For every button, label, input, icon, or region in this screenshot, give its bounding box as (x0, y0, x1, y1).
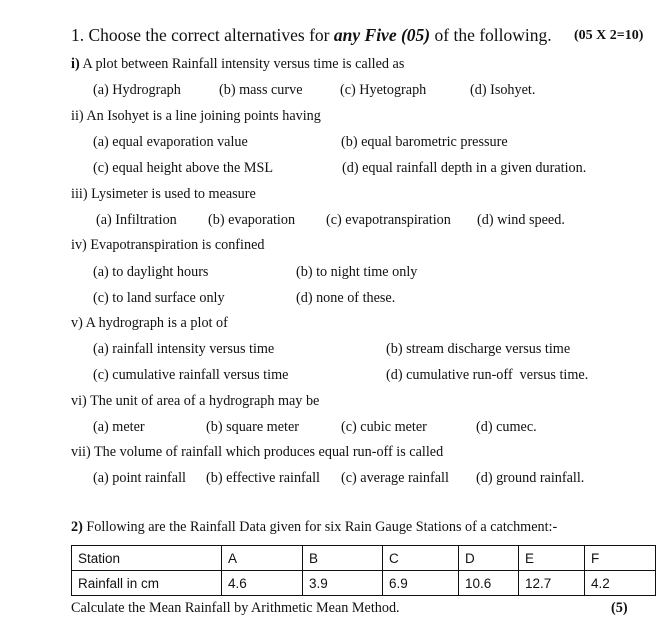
option-a: (a) meter (93, 419, 145, 435)
question-text: Lysimeter is used to measure (91, 186, 256, 202)
table-cell: F (585, 546, 656, 571)
option-a: (a) equal evaporation value (93, 134, 248, 150)
question-text: The volume of rainfall which produces equal run-off is called (94, 444, 444, 460)
table-cell: 6.9 (383, 571, 459, 596)
q2-text: Following are the Rainfall Data given for six Rain Gauge Stations of a catchment:- (86, 519, 558, 535)
table-cell: 4.2 (585, 571, 656, 596)
option-c: (c) cumulative rainfall versus time (93, 367, 289, 383)
option-a: (a) rainfall intensity versus time (93, 341, 275, 357)
question-text: A hydrograph is a plot of (85, 315, 228, 331)
q2-heading (71, 519, 557, 536)
question-ii (71, 108, 321, 125)
option-d: (d) ground rainfall. (476, 470, 585, 486)
question-i (71, 56, 404, 73)
option-d: (d) none of these. (296, 290, 396, 306)
table-cell: B (303, 546, 383, 571)
q1-number: 1. (71, 25, 85, 45)
rainfall-table (71, 545, 656, 596)
q1-text-after: of the following. (434, 25, 552, 45)
option-b: (b) to night time only (296, 264, 418, 280)
option-c: (c) to land surface only (93, 290, 225, 306)
option-c: (c) average rainfall (341, 470, 449, 486)
q1-emphasis: any Five (05) (333, 25, 431, 45)
option-d: (d) equal rainfall depth in a given duration. (342, 160, 587, 176)
question-label: vii) (71, 444, 91, 460)
option-a: (a) to daylight hours (93, 264, 209, 280)
question-text: The unit of area of a hydrograph may be (90, 393, 320, 409)
question-text: A plot between Rainfall intensity versus time is called as (82, 56, 405, 72)
question-v (71, 315, 228, 332)
option-d: (d) cumulative run-off versus time. (386, 367, 589, 383)
q1-heading (71, 25, 552, 46)
option-d: (d) Isohyet. (470, 82, 536, 98)
option-b: (b) equal barometric pressure (341, 134, 508, 150)
table-cell: E (519, 546, 585, 571)
option-a: (a) Hydrograph (93, 82, 181, 98)
option-b: (b) evaporation (208, 212, 296, 228)
option-b: (b) stream discharge versus time (386, 341, 571, 357)
table-cell: D (459, 546, 519, 571)
question-iii (71, 186, 256, 203)
question-label: i) (71, 56, 80, 72)
q1-marks: (05 X 2=10) (574, 28, 644, 43)
q1-text-before: Choose the correct alternatives for (88, 25, 330, 45)
option-d: (d) wind speed. (477, 212, 565, 228)
q2-marks: (5) (611, 600, 628, 616)
question-text: Evapotranspiration is confined (90, 237, 265, 253)
option-c: (c) equal height above the MSL (93, 160, 274, 176)
option-c: (c) Hyetograph (340, 82, 427, 98)
option-a: (a) point rainfall (93, 470, 186, 486)
question-label: iv) (71, 237, 87, 253)
table-cell: C (383, 546, 459, 571)
question-label: ii) (71, 108, 84, 124)
question-label: vi) (71, 393, 87, 409)
q2-number: 2) (71, 519, 83, 535)
question-vii (71, 444, 443, 461)
option-c: (c) cubic meter (341, 419, 427, 435)
question-iv (71, 237, 264, 254)
question-label: v) (71, 315, 83, 331)
table-row (72, 571, 656, 596)
question-label: iii) (71, 186, 88, 202)
table-header-row (72, 546, 656, 571)
table-cell: 10.6 (459, 571, 519, 596)
option-a: (a) Infiltration (96, 212, 177, 228)
table-cell: Rainfall in cm (72, 571, 222, 596)
table-cell: A (222, 546, 303, 571)
table-cell: 12.7 (519, 571, 585, 596)
option-b: (b) mass curve (219, 82, 303, 98)
question-vi (71, 393, 319, 410)
table-cell: 3.9 (303, 571, 383, 596)
q2-instruction: Calculate the Mean Rainfall by Arithmetic Mean Method. (71, 600, 400, 616)
option-c: (c) evapotranspiration (326, 212, 451, 228)
table-cell: 4.6 (222, 571, 303, 596)
option-b: (b) square meter (206, 419, 299, 435)
question-text: An Isohyet is a line joining points having (86, 108, 321, 124)
table-cell: Station (72, 546, 222, 571)
option-d: (d) cumec. (476, 419, 537, 435)
option-b: (b) effective rainfall (206, 470, 320, 486)
